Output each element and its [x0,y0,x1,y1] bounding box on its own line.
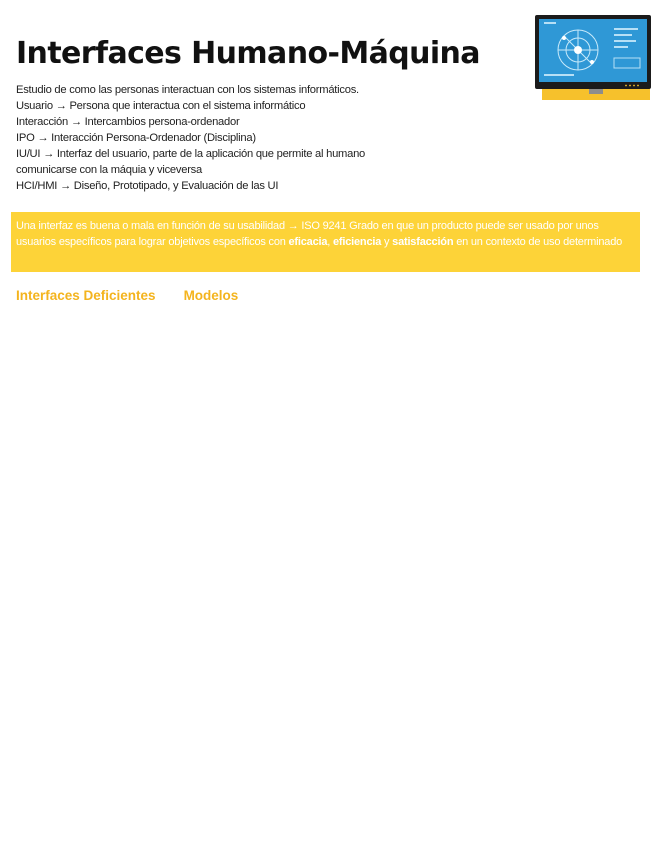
callout-keyword-eficacia: eficacia [288,236,328,248]
intro-line: HCI/HMI → Diseño, Prototipado, y Evaluación de las UI [16,180,279,192]
intro-line: Estudio de como las personas interactuan con los sistemas informáticos. [16,84,359,96]
intro-text [16,82,426,194]
monitor-icon [534,14,652,102]
intro-line: Interacción → Intercambios persona-ordenador [16,116,240,128]
section-links [16,287,238,305]
intro-line: IU/UI → Interfaz del usuario, parte de la aplicación que permite al humano [16,148,366,160]
callout-keyword-eficiencia: eficiencia [333,236,382,248]
callout-keyword-satisfaccion: satisfacción [392,236,454,248]
intro-line: comunicarse con la máquia y viceversa [16,164,202,176]
intro-line: IPO → Interacción Persona-Ordenador (Disciplina) [16,132,256,144]
page-title: Interfaces Humano-Máquina [16,36,480,71]
intro-line: Usuario → Persona que interactua con el sistema informático [16,100,306,112]
callout-separator: y [381,236,393,248]
usability-callout [11,212,640,272]
link-interfaces-deficientes[interactable]: Interfaces Deficientes [16,288,156,303]
callout-text: Una interfaz es buena o mala en función de su usabilidad → ISO 9241 Grado en que un producto puede ser usado por unos usuarios específicos para lograr objetivos específicos con [16,220,599,248]
link-modelos[interactable]: Modelos [183,288,239,303]
callout-text-end: en un contexto de uso determinado [453,236,623,248]
callout-separator: , [327,236,333,248]
